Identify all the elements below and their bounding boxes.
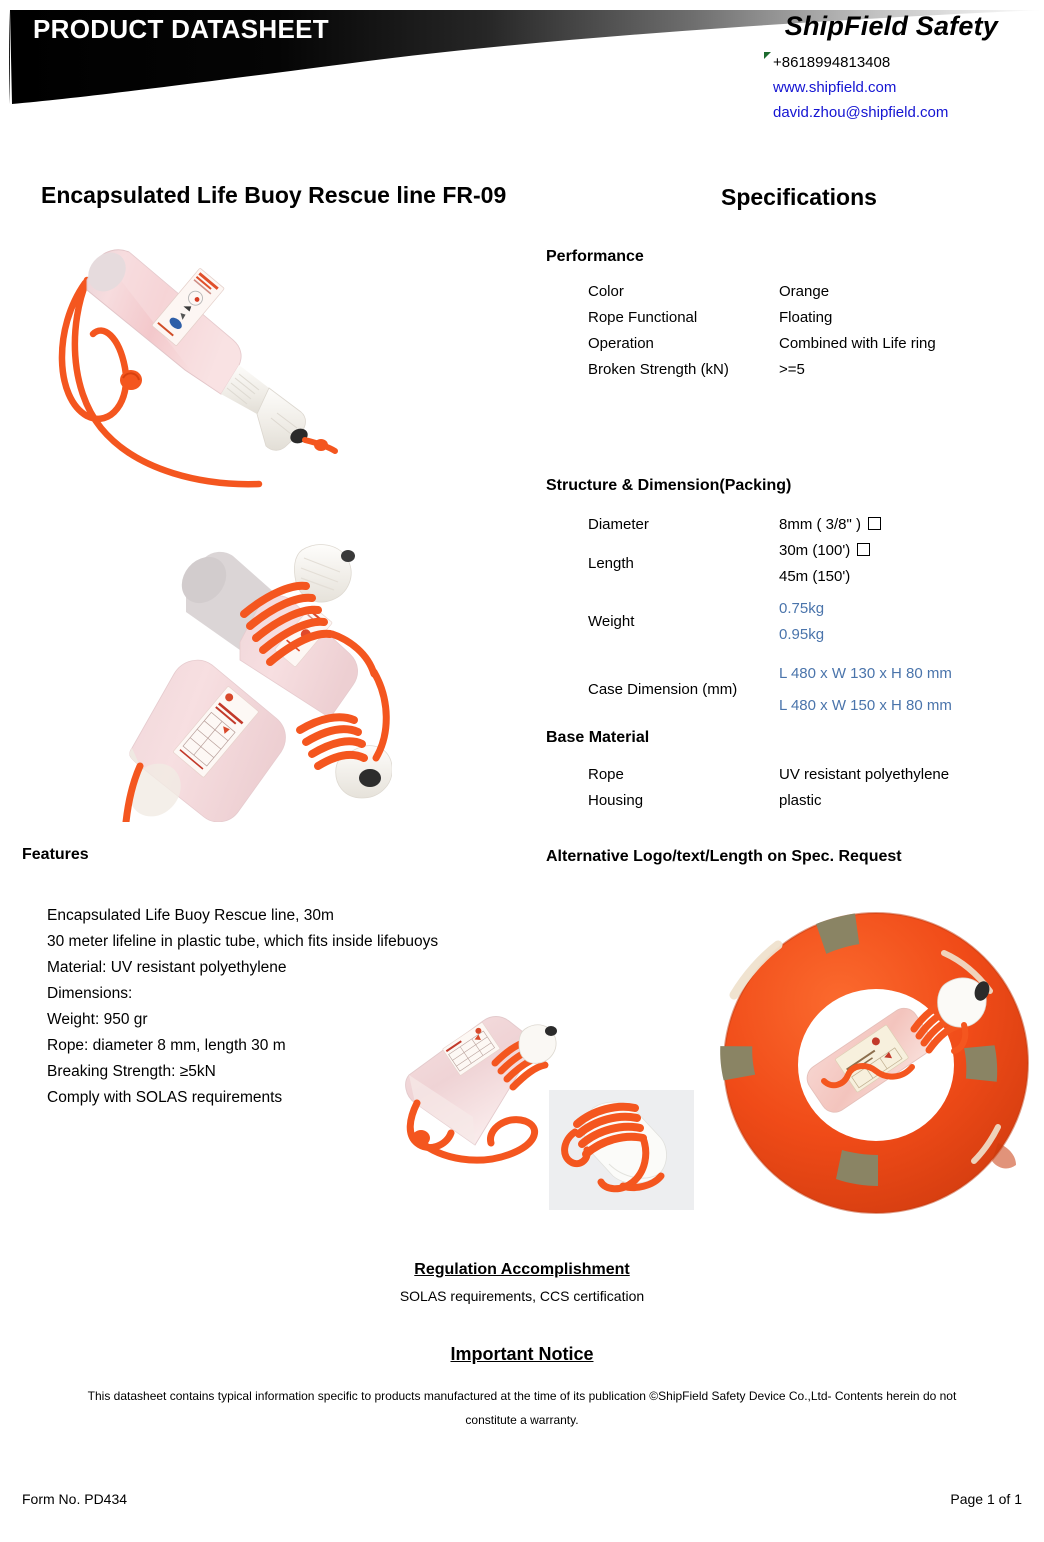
spec-row	[546, 279, 1044, 305]
spec-value	[779, 512, 1044, 538]
spec-row-weight	[546, 596, 1044, 648]
spec-value	[779, 596, 1044, 648]
spec-row-case	[546, 658, 1044, 722]
notice-line-2: constitute a warranty.	[465, 1413, 579, 1427]
length-checkbox[interactable]	[857, 543, 870, 556]
brand-block	[785, 12, 998, 42]
feature-line: Dimensions:	[47, 985, 133, 1002]
feature-line: Breaking Strength: ≥5kN	[47, 1063, 216, 1080]
base-material-heading: Base Material	[546, 729, 650, 746]
length-value-1-wrap	[779, 538, 1044, 564]
green-comment-marker-icon	[764, 52, 771, 59]
spec-key: Color	[588, 283, 624, 300]
spec-row	[546, 762, 1044, 788]
spec-row-diameter	[546, 512, 1044, 538]
spec-value: >=5	[779, 361, 805, 378]
spec-key: Diameter	[588, 516, 649, 533]
product-closeup-image	[549, 1090, 694, 1210]
structure-section	[546, 477, 1044, 722]
length-value-1: 30m (100')	[779, 542, 851, 559]
alternative-heading: Alternative Logo/text/Length on Spec. Request	[546, 848, 902, 865]
regulation-body: SOLAS requirements, CCS certification	[399, 1288, 645, 1304]
performance-section	[546, 248, 1044, 383]
website-link[interactable]: www.shipfield.com	[773, 79, 897, 96]
specifications-title: Specifications	[721, 184, 877, 210]
diameter-checkbox[interactable]	[868, 517, 881, 530]
performance-heading: Performance	[546, 248, 644, 265]
spec-key: Weight	[588, 613, 635, 630]
page-number: Page 1 of 1	[950, 1491, 1022, 1507]
spec-value: Floating	[779, 309, 833, 326]
spec-key: Length	[588, 555, 634, 572]
weight-value-2: 0.95kg	[779, 626, 825, 643]
phone-number: +8618994813408	[773, 54, 891, 71]
spec-row	[546, 788, 1044, 814]
length-value-2: 45m (150')	[779, 568, 851, 585]
features-heading: Features	[22, 846, 89, 863]
lifebuoy-image	[716, 903, 1036, 1225]
spec-key: Broken Strength (kN)	[588, 361, 729, 378]
email-link[interactable]: david.zhou@shipfield.com	[773, 104, 949, 121]
spec-value	[779, 538, 1044, 590]
spec-key: Housing	[588, 792, 644, 809]
spec-value: plastic	[779, 792, 822, 809]
base-material-section	[546, 729, 1044, 814]
spec-key: Operation	[588, 335, 654, 352]
case-value-1: L 480 x W 130 x H 80 mm	[779, 665, 952, 682]
feature-line: Encapsulated Life Buoy Rescue line, 30m	[47, 907, 334, 924]
diameter-value: 8mm ( 3/8" )	[779, 516, 862, 533]
feature-line: Weight: 950 gr	[47, 1011, 148, 1028]
product-main-image	[45, 228, 365, 503]
spec-value: Combined with Life ring	[779, 335, 936, 352]
spec-key: Rope	[588, 766, 624, 783]
weight-value-1: 0.75kg	[779, 600, 825, 617]
spec-row	[546, 305, 1044, 331]
feature-line: Material: UV resistant polyethylene	[47, 959, 287, 976]
spec-value	[779, 658, 1044, 722]
contact-block	[773, 50, 948, 125]
product-pair-image	[122, 522, 392, 822]
notice-heading: Important Notice	[450, 1344, 594, 1364]
notice-body	[0, 1384, 1044, 1432]
form-number: Form No. PD434	[22, 1491, 128, 1507]
structure-heading: Structure & Dimension(Packing)	[546, 477, 792, 494]
case-value-2: L 480 x W 150 x H 80 mm	[779, 697, 952, 714]
notice-line-1: This datasheet contains typical information specific to products manufactured at the time of its publication ©ShipField Safety Device Co.,Ltd- Contents herein do not	[87, 1389, 957, 1403]
feature-line: Comply with SOLAS requirements	[47, 1089, 283, 1106]
regulation-heading: Regulation Accomplishment	[414, 1261, 630, 1278]
spec-value: Orange	[779, 283, 830, 300]
spec-key: Case Dimension (mm)	[588, 681, 738, 698]
page-header	[0, 0, 1044, 130]
spec-row-length	[546, 538, 1044, 590]
spec-value: UV resistant polyethylene	[779, 766, 950, 783]
spec-row	[546, 331, 1044, 357]
banner-label: PRODUCT DATASHEET	[33, 14, 329, 44]
brand-name: ShipField Safety	[784, 11, 998, 41]
feature-line: 30 meter lifeline in plastic tube, which fits inside lifebuoys	[47, 933, 439, 950]
spec-key: Rope Functional	[588, 309, 698, 326]
spec-row	[546, 357, 1044, 383]
feature-line: Rope: diameter 8 mm, length 30 m	[47, 1037, 286, 1054]
product-title: Encapsulated Life Buoy Rescue line FR-09	[41, 182, 507, 208]
